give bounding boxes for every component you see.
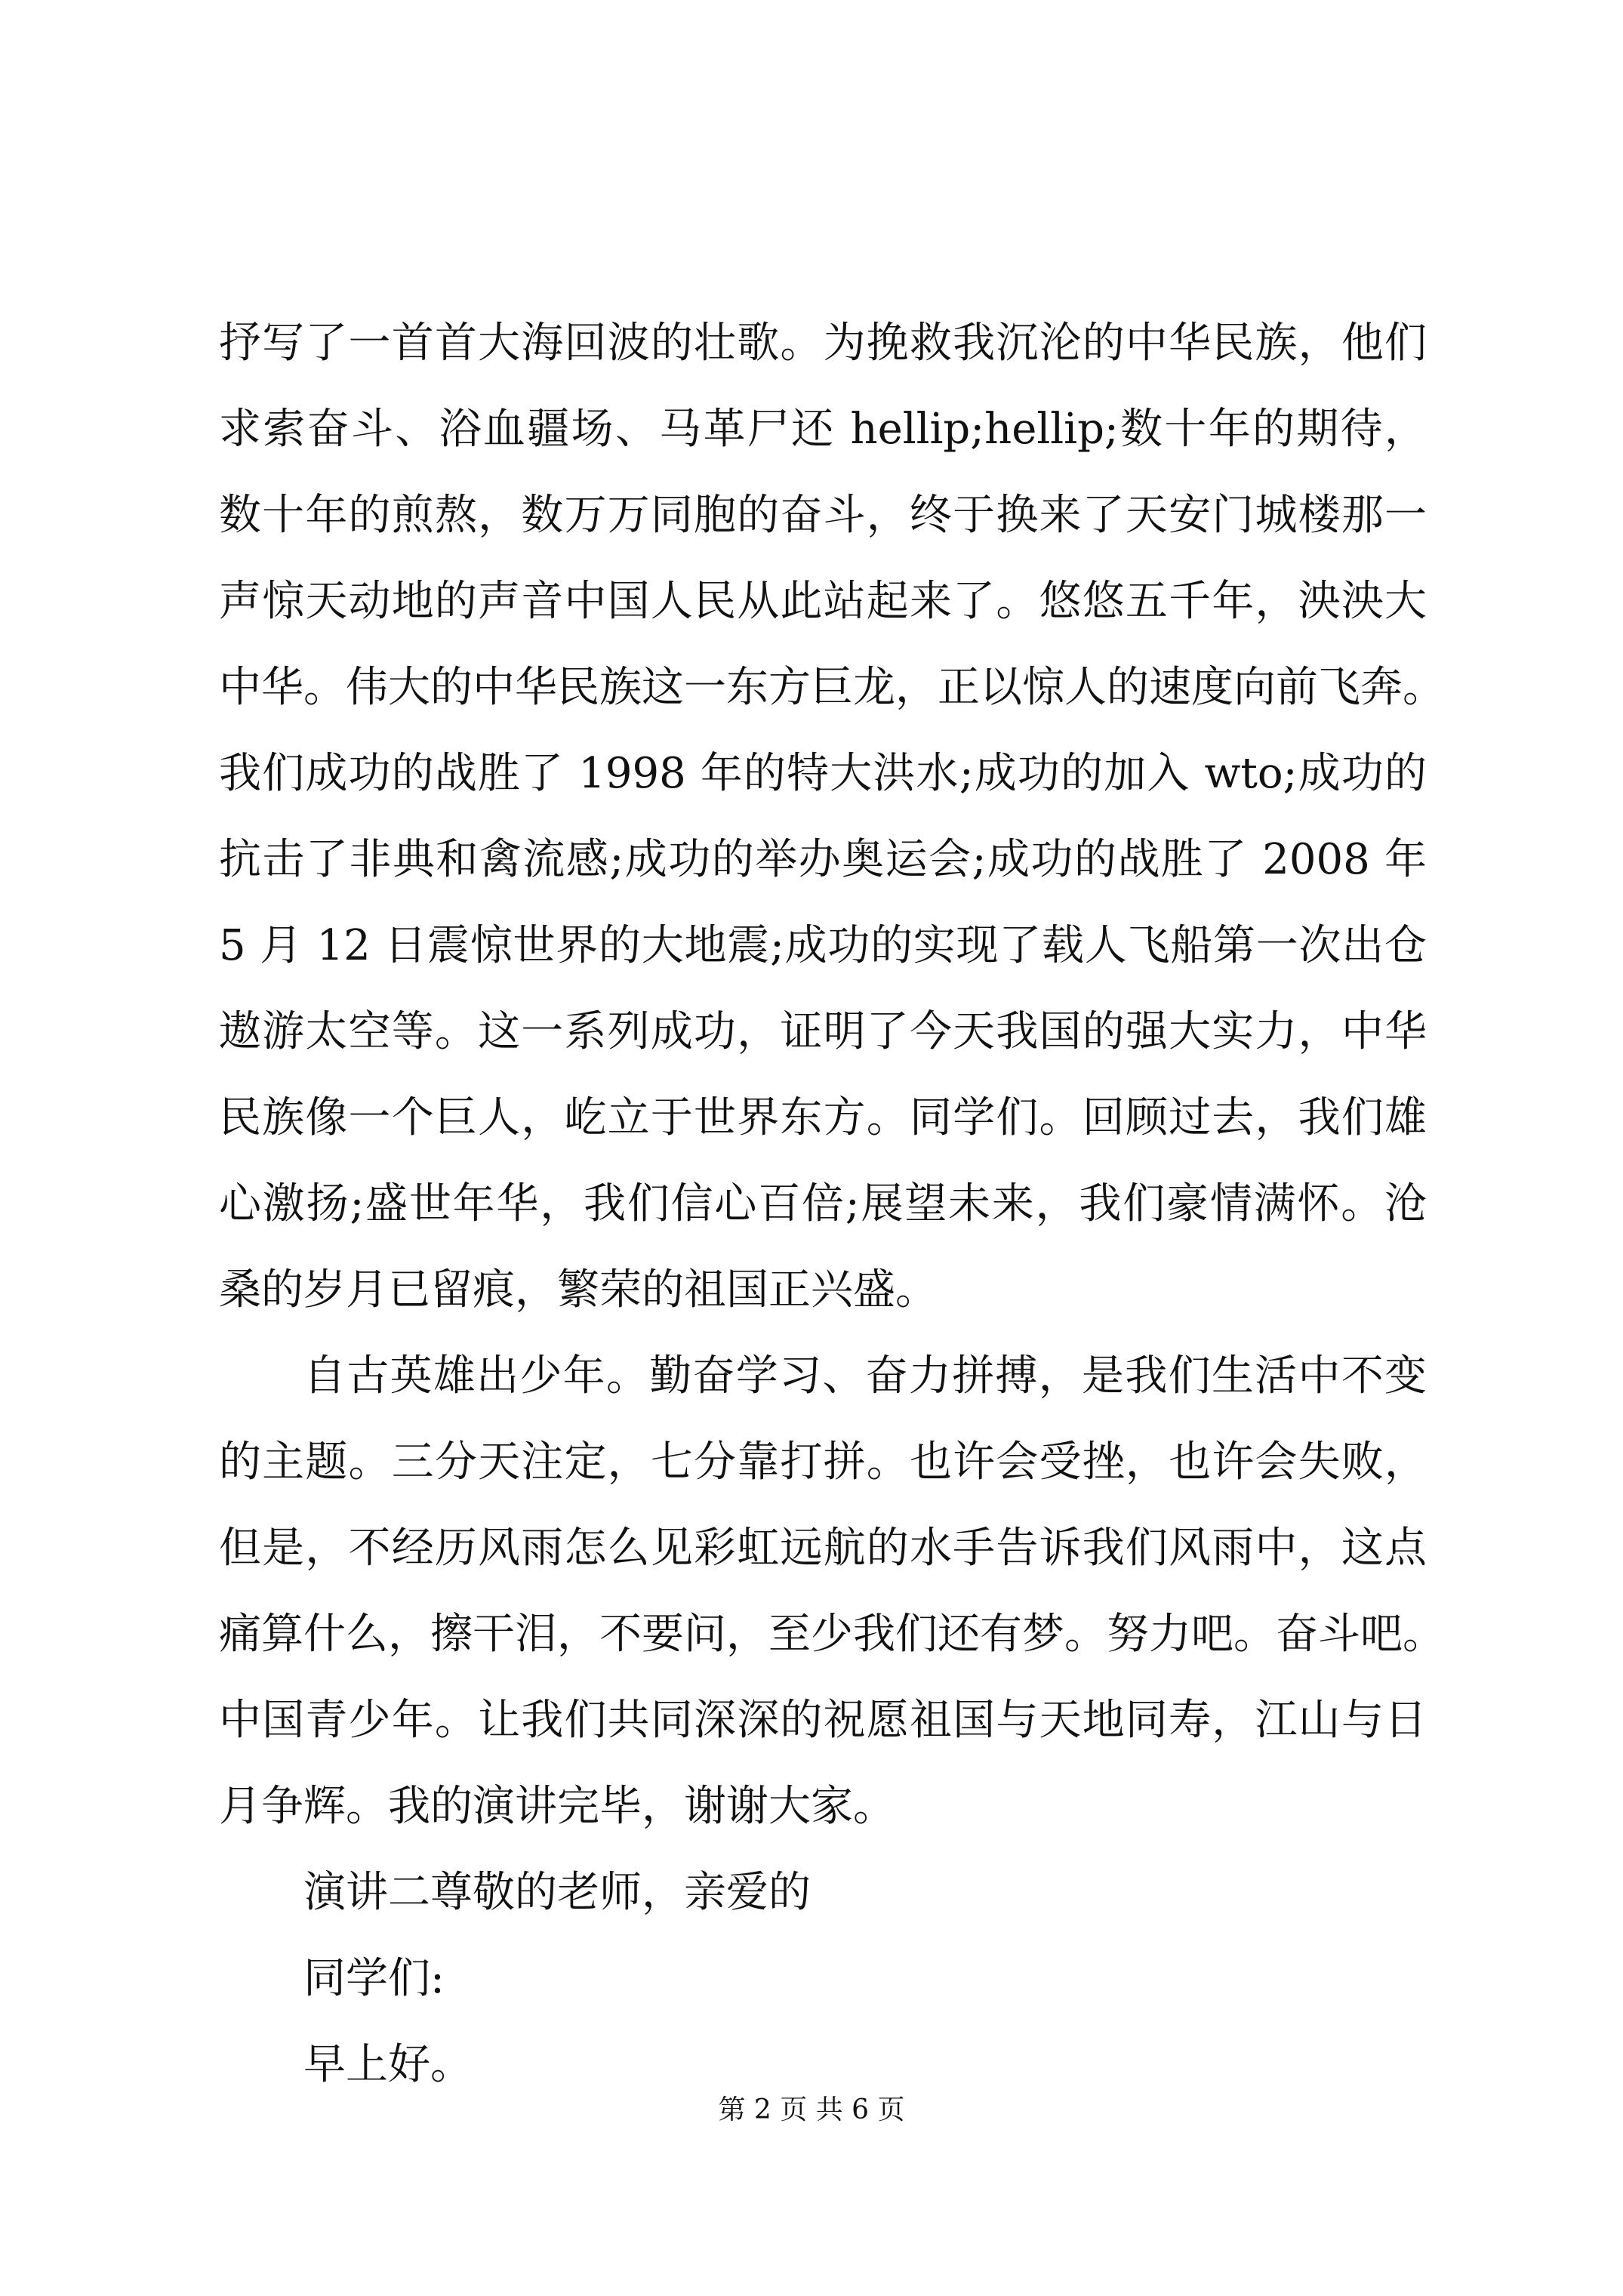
text-line: 的主题。三分天注定，七分靠打拼。也许会受挫，也许会失败， <box>219 1438 1427 1487</box>
salutation-line: 同学们: <box>303 1954 445 2003</box>
text-line: 中国青少年。让我们共同深深的祝愿祖国与天地同寿，江山与日 <box>219 1696 1427 1745</box>
text-line: 声惊天动地的声音中国人民从此站起来了。悠悠五千年，泱泱大 <box>219 577 1427 626</box>
text-line: 抒写了一首首大海回波的壮歌。为挽救我沉沦的中华民族，他们 <box>219 319 1427 368</box>
text-line: 心激扬;盛世年华，我们信心百倍;展望未来，我们豪情满怀。沧 <box>219 1179 1427 1228</box>
text-line: 求索奋斗、浴血疆场、马革尸还 hellip;hellip;数十年的期待， <box>219 405 1427 454</box>
text-line: 桑的岁月已留痕，繁荣的祖国正兴盛。 <box>219 1265 938 1314</box>
text-line: 我们成功的战胜了 1998 年的特大洪水;成功的加入 wto;成功的 <box>219 749 1427 798</box>
text-line: 遨游太空等。这一系列成功，证明了今天我国的强大实力，中华 <box>219 1007 1427 1056</box>
text-line: 但是，不经历风雨怎么见彩虹远航的水手告诉我们风雨中，这点 <box>219 1524 1427 1573</box>
paragraph-start-line: 自古英雄出少年。勤奋学习、奋力拼搏，是我们生活中不变 <box>303 1351 1427 1401</box>
page-number-footer: 第 2 页 共 6 页 <box>718 2094 905 2125</box>
text-line: 民族像一个巨人，屹立于世界东方。同学们。回顾过去，我们雄 <box>219 1093 1427 1142</box>
speech-heading-line: 演讲二尊敬的老师，亲爱的 <box>303 1868 811 1917</box>
text-line: 抗击了非典和禽流感;成功的举办奥运会;成功的战胜了 2008 年 <box>219 835 1427 884</box>
text-line: 5 月 12 日震惊世界的大地震;成功的实现了载人飞船第一次出仓 <box>219 921 1427 970</box>
document-body <box>219 300 1445 2108</box>
text-line: 中华。伟大的中华民族这一东方巨龙，正以惊人的速度向前飞奔。 <box>219 663 1445 712</box>
text-line: 痛算什么，擦干泪，不要问，至少我们还有梦。努力吧。奋斗吧。 <box>219 1610 1445 1659</box>
text-line: 数十年的煎熬，数万万同胞的奋斗，终于换来了天安门城楼那一 <box>219 491 1427 540</box>
greeting-line: 早上好。 <box>303 2040 473 2089</box>
text-line: 月争辉。我的演讲完毕，谢谢大家。 <box>219 1782 895 1831</box>
